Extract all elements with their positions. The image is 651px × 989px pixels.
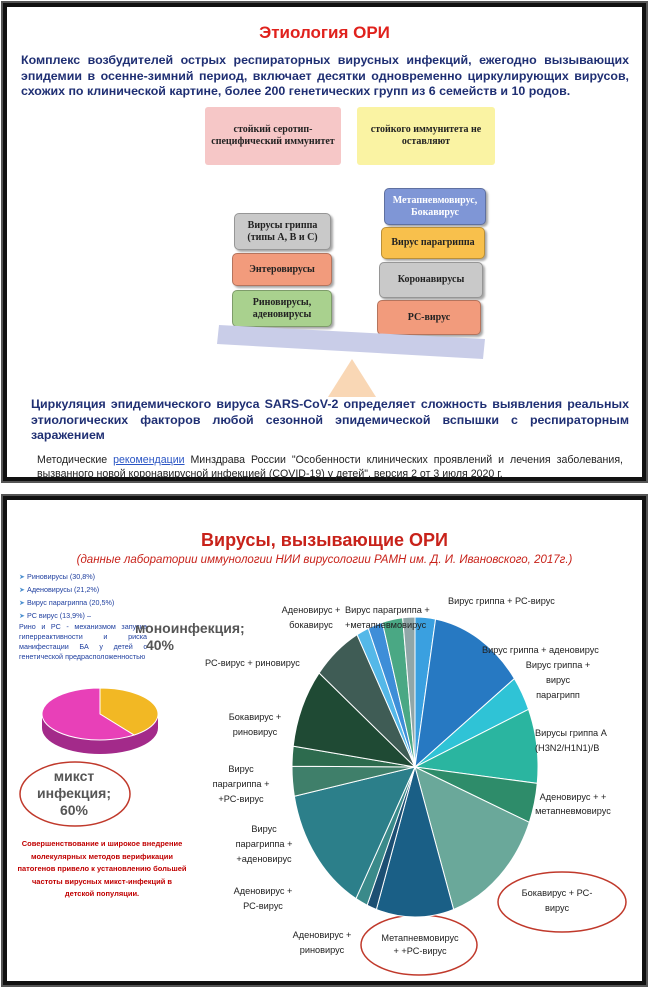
red-note: Совершенствование и широкое внедрение молекулярных методов верификации патогенов привело к установлению большей частоты вирусных микст-инфекций в детской популяции. (17, 839, 187, 898)
ref-rest: Минздрава России "Особенности клинических проявлений и лечения заболевания, вызванного новой коронавирусной инфекцией (COVID-19) у детей", версия 2 от 3 июля 2020 г. (37, 454, 624, 480)
label-paraflu-metapneumo: Вирус парагриппа + +метапневмовирус (345, 605, 430, 630)
slide1-paragraph: Комплекс возбудителей острых респираторных вирусных инфекций, ежегодно вызывающих эпидемии в осенне-зимний период, включает десятки одновременно циркулирующих вирусов, схожих по клинической картине, более 200 генетических групп из 6 семейств и 10 родов. (21, 53, 629, 98)
slide2-subtitle: (данные лаборатории иммунологии НИИ вирусологии РАМН им. Д. И. Ивановского, 2017г.) (76, 554, 573, 566)
box-enterovirus: Энтеровирусы (232, 253, 332, 286)
legend-item: ➤ Аденовирусы (21,2%) (19, 583, 114, 596)
box-parainfluenza: Вирус парагриппа (381, 227, 485, 259)
scale-beam (217, 325, 485, 359)
label-paraflu-rs: Вирус парагриппа + +РС-вирус (212, 764, 270, 804)
legend-item: ➤ РС вирус (13,9%) – (19, 609, 114, 622)
slide1-conclusion: Циркуляция эпидемического вируса SARS-CoV-2 определяет сложность выявления реальных этиологических факторов любой сезонной эпидемической вспышки с респираторным заражением (31, 397, 629, 442)
mono-label: моноинфекция; 40% (135, 620, 245, 653)
slide1-reference (37, 453, 623, 481)
slide2-title: Вирусы, вызывающие ОРИ (201, 530, 448, 550)
label-adeno-metapneumo: Аденовирус + + метапневмовирус (535, 792, 611, 816)
box-influenza: Вирусы гриппа (типы А, В и С) (234, 213, 331, 250)
box-coronavirus: Коронавирусы (379, 262, 483, 298)
label-adeno-boca: Аденовирус + бокавирус (281, 605, 341, 630)
label-adeno-rs: Аденовирус + РС-вирус (233, 886, 293, 911)
slide-viruses (3, 496, 646, 985)
label-adeno-rhino: Аденовирус + риновирус (292, 930, 352, 955)
label-boca-rhino: Бокавирус + риновирус (228, 712, 282, 737)
slide-etiology (3, 3, 646, 481)
box-metapneumo: Метапневмовирус, Бокавирус (384, 188, 486, 225)
big-pie-slices (292, 617, 538, 917)
label-flu-rs: Вирус гриппа + РС-вирус (448, 596, 555, 606)
label-paraflu-adeno: Вирус парагриппа + +аденовирус (235, 824, 293, 864)
box-no-immunity: стойкого иммунитета не оставляют (357, 107, 495, 165)
label-metapneumo-rs: Метапневмовирус + +РС-вирус (381, 933, 459, 956)
legend-item: ➤ Вирус парагриппа (20,5%) (19, 596, 114, 609)
label-boca-rs: Бокавирус + РС-вирус (521, 888, 593, 913)
slide1-title: Этиология ОРИ (259, 23, 390, 42)
ref-link[interactable]: рекомендации (113, 454, 185, 466)
ref-prefix: Методические (37, 454, 114, 466)
label-flu-paraflu: Вирус гриппа + вирус парагрипп (525, 660, 591, 700)
box-stable-immunity: стойкий серотип-специфический иммунитет (205, 107, 341, 165)
mixt-label: микст инфекция; 60% (37, 768, 111, 818)
box-rhino-adeno: Риновирусы, аденовирусы (232, 290, 332, 327)
label-flu-adeno: Вирус гриппа + аденовирус (482, 645, 599, 655)
legend-item: ➤ Риновирусы (30,8%) (19, 570, 114, 583)
rino-rs-description: Рино и РС - механизмом запуска гиперреактивности и риска манифестации БА у детей с генетической предрасположенностью (19, 622, 147, 661)
label-flu-a-b: Вирусы гриппа А (H3N2/H1N1)/В (535, 728, 607, 753)
label-rs-rhino: РС-вирус + риновирус (205, 658, 300, 668)
box-rsv: РС-вирус (377, 300, 481, 335)
scale-fulcrum (328, 359, 376, 397)
